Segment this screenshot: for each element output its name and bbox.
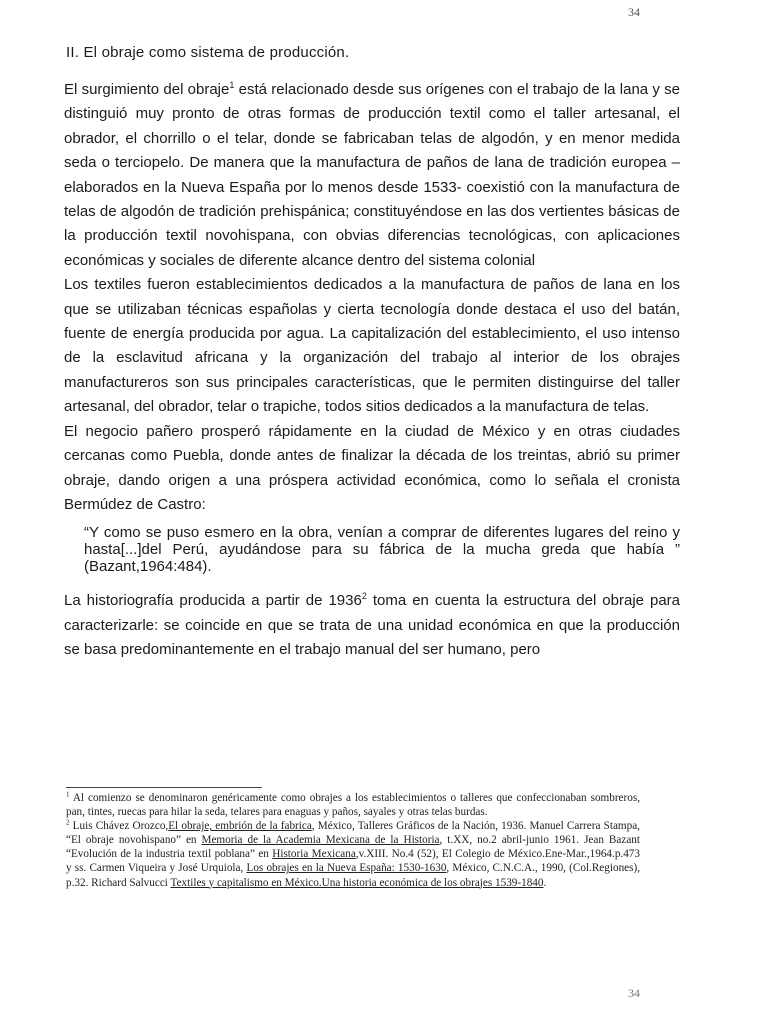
citation-title: Memoria de la Academia Mexicana de la Historia bbox=[201, 834, 440, 847]
paragraph-1-rest: está relacionado desde sus orígenes con el trabajo de la lana y se distinguió muy pronto de otras formas de producción textil como el taller artesanal, el obrador, el chorrillo o el telar, donde se fabricaban telas de algodón, y en menor medida seda o terciopelo. De manera que la manufactura de paños de lana de tradición europea –elaborados en la Nueva España por lo menos desde 1533- coexistió con la manufactura de telas de algodón de tradición prehispánica; constituyéndose en las dos vertientes básicas de la producción textil novohispana, con obvias diferencias tecnológicas, con aplicaciones económicas y sociales de diferente alcance dentro del sistema colonial bbox=[64, 81, 680, 269]
footnote-2-text: , t.XX, no.2 abril-junio 1961. Jean Bazant “Evolución de la industria textil poblana” en bbox=[66, 834, 640, 861]
footnote-1-text: Al comienzo se denominaron genéricamente como obrajes a los establecimientos o talleres que confeccionaban sombreros, pan, tintes, ruecas para hilar la seda, telares para enaguas y paños, sayales y otras telas burdas. bbox=[66, 792, 640, 819]
paragraph-3: El negocio pañero prosperó rápidamente en la ciudad de México y en otras ciudades cercanas como Puebla, donde antes de finalizar la década de los treintas, abrió su primer obraje, dando origen a una próspera actividad económica, como lo señala el cronista Bermúdez de Castro: bbox=[64, 422, 680, 513]
footnote-2-text: . bbox=[543, 876, 547, 889]
footnote-divider bbox=[66, 787, 262, 788]
page-number-bottom: 34 bbox=[628, 986, 640, 1000]
section-heading: II. El obraje como sistema de producción. bbox=[66, 44, 350, 61]
footnote-ref-2: 2 bbox=[361, 591, 367, 602]
citation-title: Historia Mexicana bbox=[272, 848, 356, 861]
paragraph-4-rest: toma en cuenta la estructura del obraje para caracterizarle: se coincide en que se trata de una unidad económica en que la producción se basa predominantemente en el trabajo manual del ser humano, pero bbox=[64, 592, 681, 659]
footnote-2 bbox=[66, 819, 640, 889]
footnote-1 bbox=[66, 791, 640, 819]
footnote-2-text: ,v.XIII. No.4 (52), El Colegio de México.Ene-Mar.,1964.p.473 y ss. Carmen Viqueira y José Urquiola, bbox=[66, 848, 640, 875]
footnote-2-number: 2 bbox=[66, 818, 70, 827]
body-text bbox=[64, 78, 680, 663]
paragraph-1-start: El surgimiento del obraje bbox=[64, 81, 230, 98]
paragraph-4 bbox=[64, 589, 680, 662]
footnote-ref-1: 1 bbox=[229, 80, 235, 90]
citation-title: Los obrajes en la Nueva España: 1530-1630 bbox=[246, 862, 447, 875]
footnote-2-text: , México, C.N.C.A., 1990, (Col.Regiones), p.32. Richard Salvucci bbox=[66, 862, 641, 889]
footnote-2-text: Luis Chávez Orozco, bbox=[69, 820, 169, 833]
paragraph-4-start: La historiografía producida a partir de 1936 bbox=[64, 592, 362, 610]
paragraph-2: Los textiles fueron establecimientos dedicados a la manufactura de paños de lana en los que se utilizaban técnicas españolas y cierta tecnología donde destaca el uso del batán, fuente de energía producida por agua. La capitalización del establecimiento, el uso intenso de la esclavitud africana y la organización del trabajo al interior de los obrajes manufactureros son sus principales características, que le permiten distinguirse del taller artesanal, del obrador, telar o trapiche, todos sitios dedicados a la manufactura de telas. bbox=[64, 276, 680, 416]
citation-title: Textiles y capitalismo en México.Una historia económica de los obrajes 1539-1840 bbox=[170, 876, 544, 889]
page-number-top: 34 bbox=[628, 5, 640, 19]
paragraph-1 bbox=[64, 78, 680, 273]
citation-title: El obraje, embrión de la fabrica bbox=[168, 820, 312, 833]
footnote-2-text: , México, Talleres Gráficos de la Nación, 1936. Manuel Carrera Stampa, “El obraje novohispano” en bbox=[66, 820, 640, 847]
footnote-1-number: 1 bbox=[66, 790, 70, 799]
footnotes bbox=[66, 791, 640, 890]
block-quote: “Y como se puso esmero en la obra, venían a comprar de diferentes lugares del reino y hasta[...]del Perú, ayudándose para su fábrica de la mucha greda que había ” (Bazant,1964:484). bbox=[84, 524, 680, 576]
